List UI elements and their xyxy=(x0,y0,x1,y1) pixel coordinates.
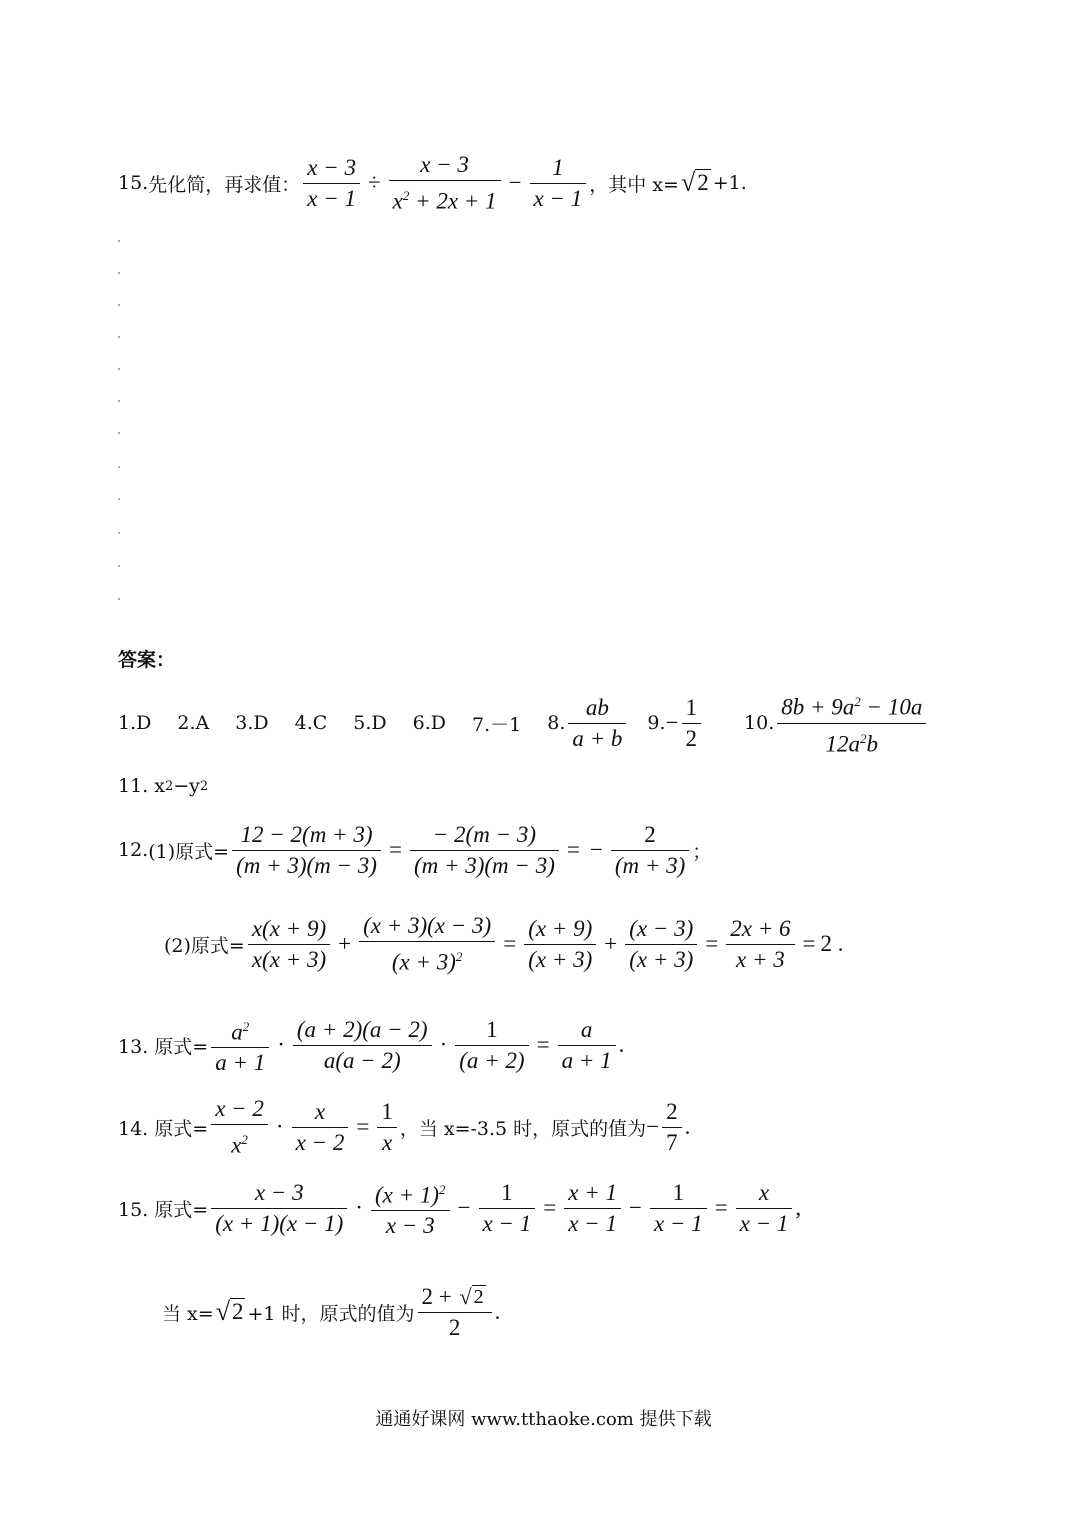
answer-14: 14. 原式= $\frac{x - 2}{x^2}$ · $\frac{x}{x - 2}$ = $\frac{1}{x}$ ，当 x=-3.5 时，原式的值为 − $\frac{2}{7}$ . xyxy=(118,1092,690,1162)
answer-10-label: 10. xyxy=(744,712,775,734)
condition: ，其中 x= xyxy=(589,173,679,196)
fraction: $\frac{2x + 6}{x + 3}$ xyxy=(726,914,794,975)
question-number: 15. xyxy=(118,172,149,194)
fraction: $\frac{1}{x}$ xyxy=(377,1097,397,1158)
fraction: $\frac{(x + 1)^2}{x - 3}$ xyxy=(371,1175,450,1242)
fraction: $\frac{2}{7}$ xyxy=(662,1097,682,1158)
answer-15-value: 当 x= √ 2 +1 时，原式的值为 2 + √ 2 2 . xyxy=(162,1276,500,1348)
answer-12-part-1: 12. (1)原式= $\frac{12 - 2(m + 3)}{(m + 3)(m - 3)}$ = $\frac{- 2(m - 3)}{(m + 3)(m - 3)}$ = − $\frac{2}{(m + 3)}$ ； xyxy=(118,814,711,886)
answer-15: 15. 原式= $\frac{x - 3}{(x + 1)(x - 1)}$ · $\frac{(x + 1)^2}{x - 3}$ − $\frac{1}{x - 1}$ = $\frac{x + 1}{x - 1}$ − $\frac{1}{x - 1}$ = $\frac{x}{x - 1}$ , xyxy=(118,1172,801,1244)
fraction: $\frac{x}{x - 2}$ xyxy=(292,1097,349,1158)
fraction: $\frac{x - 2}{x^2}$ xyxy=(211,1094,268,1161)
fraction: $\frac{- 2(m - 3)}{(m + 3)(m - 3)}$ xyxy=(410,820,559,881)
fraction: $\frac{(x - 3)}{(x + 3)}$ xyxy=(625,914,697,975)
fraction: 2 + √ 2 2 xyxy=(418,1282,492,1343)
footer-source: 通通好课网 www.tthaoke.com 提供下载 xyxy=(375,1409,712,1430)
fraction: $\frac{x(x + 9)}{x(x + 3)}$ xyxy=(248,914,330,975)
fraction: $\frac{2}{(m + 3)}$ xyxy=(611,820,689,881)
fraction: $\frac{(x + 9)}{(x + 3)}$ xyxy=(524,914,596,975)
answer-5: 5.D xyxy=(353,712,387,734)
answer-10: $\frac{8b + 9a^2 - 10a}{12a^2b}$ xyxy=(777,687,926,759)
fraction: $\frac{(a + 2)(a - 2)}{a(a - 2)}$ xyxy=(293,1015,432,1076)
answer-7: 7.－1 xyxy=(472,713,522,736)
fraction: $\frac{x - 3}{(x + 1)(x - 1)}$ xyxy=(211,1178,347,1239)
sqrt: √ 2 xyxy=(215,1297,244,1326)
answer-11: 11. x 2 −y 2 xyxy=(118,775,209,797)
answer-12-part-2: (2)原式= $\frac{x(x + 9)}{x(x + 3)}$ + $\frac{(x + 3)(x - 3)}{(x + 3)^2}$ = $\frac{(x + 9)}{(x + 3)}$ + $\frac{(x - 3)}{(x + 3)}$ = $\frac{2x + 6}{x + 3}$ = 2 . xyxy=(164,908,844,980)
answer-8: $\frac{ab}{a + b}$ xyxy=(568,693,626,754)
answer-8-label: 8. xyxy=(547,712,566,734)
answer-2: 2.A xyxy=(177,712,210,734)
fraction: $\frac{1}{(a + 2)}$ xyxy=(455,1015,528,1076)
fraction: $\frac{(x + 3)(x - 3)}{(x + 3)^2}$ xyxy=(359,911,495,978)
fraction: $\frac{1}{x - 1}$ xyxy=(650,1178,707,1239)
fraction: $\frac{x}{x - 1}$ xyxy=(736,1178,793,1239)
question-prompt: 先化简，再求值： xyxy=(148,173,301,196)
fraction: $\frac{x + 1}{x - 1}$ xyxy=(564,1178,621,1239)
answer-6: 6.D xyxy=(412,712,447,734)
answer-13: 13. 原式= $\frac{a^2}{a + 1}$ · $\frac{(a + 2)(a - 2)}{a(a - 2)}$ · $\frac{1}{(a + 2)}$ = $\frac{a}{a + 1}$ . xyxy=(118,1010,624,1080)
fraction: $\frac{1}{x - 1}$ xyxy=(479,1178,536,1239)
fraction: $\frac{x - 3}{x - 1}$ xyxy=(303,153,360,214)
answers-row-1: 1.D 2.A 3.D 4.C 5.D 6.D 7.－1 8. $\frac{ab}{a + b}$ 9. − $\frac{1}{2}$ 10. $\frac{8b + 9a^2 - 10a}{12a^2b}$ xyxy=(118,688,929,758)
answers-heading: 答案： xyxy=(118,648,176,671)
fraction: $\frac{1}{x - 1}$ xyxy=(530,153,587,214)
fraction: $\frac{12 - 2(m + 3)}{(m + 3)(m - 3)}$ xyxy=(232,820,381,881)
answer-1: 1.D xyxy=(118,712,152,734)
answer-4: 4.C xyxy=(294,712,328,734)
answer-9-label: 9. xyxy=(647,712,666,734)
answer-3: 3.D xyxy=(235,712,269,734)
fraction: $\frac{a^2}{a + 1}$ xyxy=(211,1012,269,1079)
fraction: $\frac{x - 3}{x^2 + 2x + 1}$ xyxy=(389,150,501,217)
question-15: 15. 先化简，再求值： $\frac{x - 3}{x - 1}$ ÷ $\frac{x - 3}{x^2 + 2x + 1}$ − $\frac{1}{x - 1}$ ，其中 x= √ 2 +1. xyxy=(118,148,747,218)
sqrt: √ 2 xyxy=(680,168,709,197)
fraction: $\frac{a}{a + 1}$ xyxy=(558,1015,616,1076)
answer-9: $\frac{1}{2}$ xyxy=(682,693,702,754)
